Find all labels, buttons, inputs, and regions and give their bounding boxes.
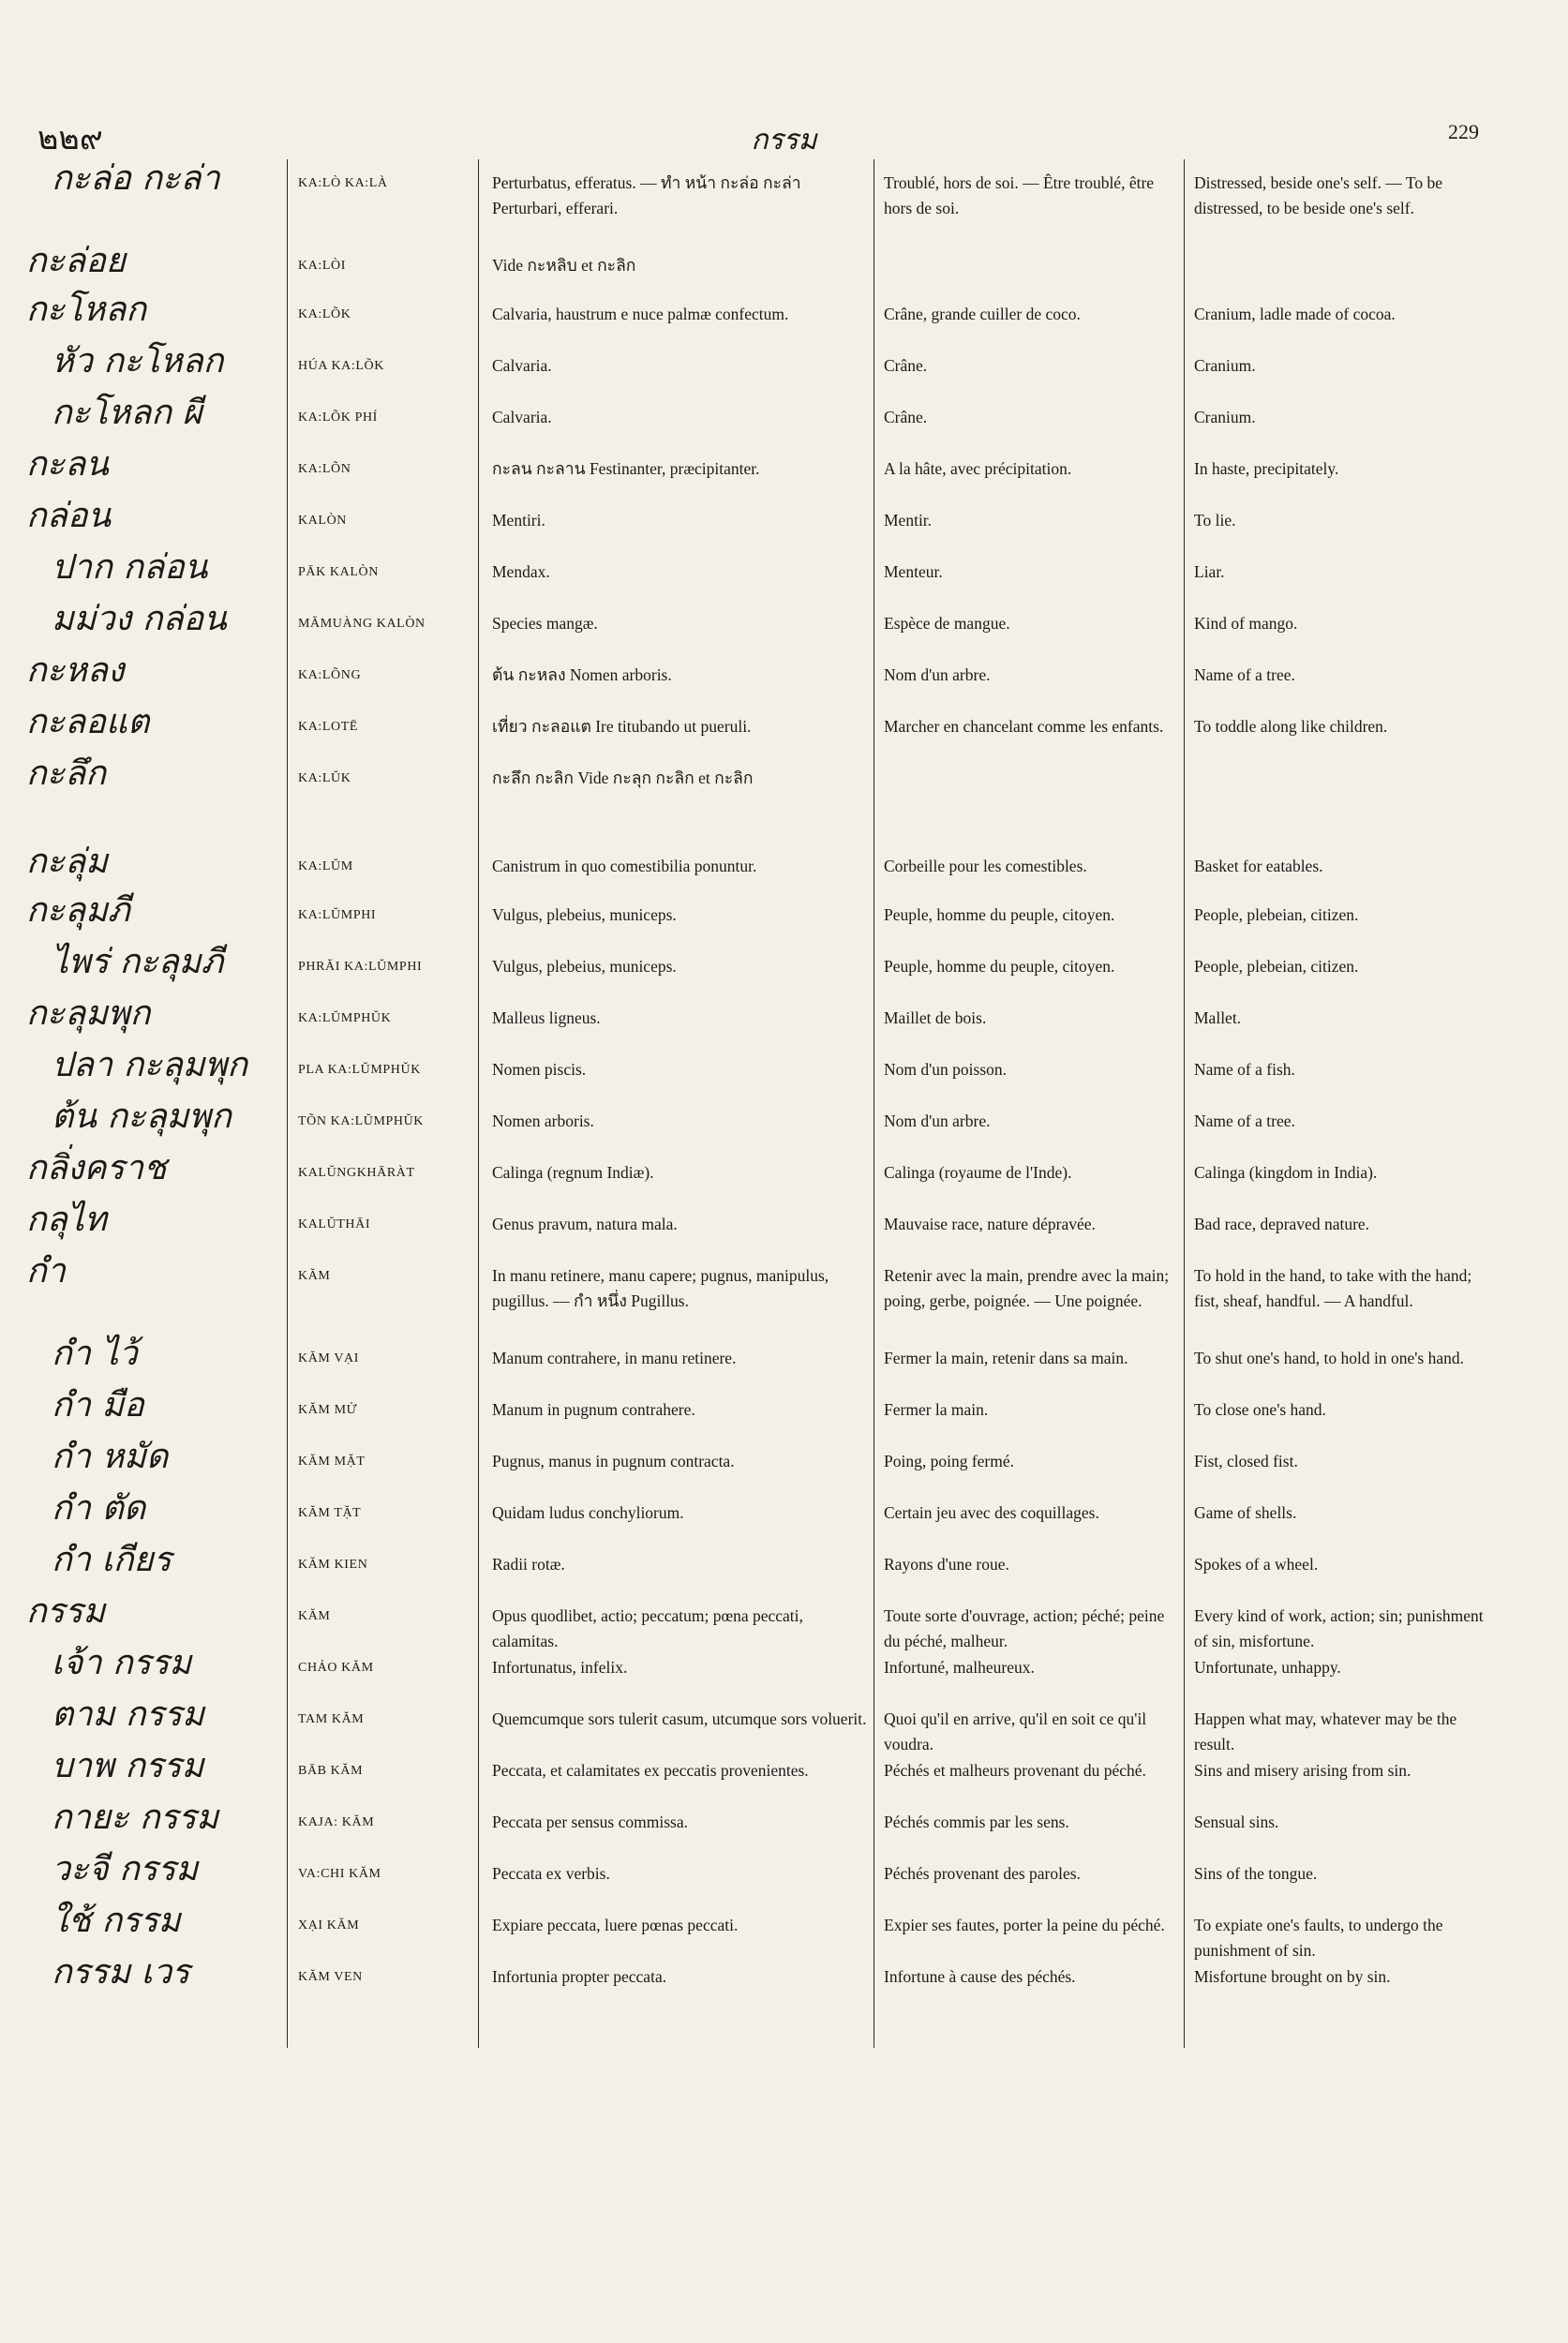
entry-latin: In manu retinere, manu capere; pugnus, manipulus, pugillus. — กำ หนึ่ง Pugillus. [492,1266,829,1311]
entry-latin: Manum contrahere, in manu retinere. [492,1349,737,1367]
entry-row [0,1953,1568,2005]
entry-row [0,1097,1568,1149]
entry-romanization: KALŬTHĀI [298,1217,371,1231]
entry-latin: Opus quodlibet, actio; peccatum; pœna peccati, calamitas. [492,1606,803,1651]
entry-latin: Canistrum in quo comestibilia ponuntur. [492,857,757,875]
entry-row [0,754,1568,843]
entry-headword-thai: กลิ่งคราช [26,1149,167,1187]
entry-french: Péchés provenant des paroles. [884,1864,1081,1883]
entry-latin: Infortunia propter peccata. [492,1967,667,1986]
entry-latin: Radii rotæ. [492,1555,565,1574]
entry-english: Calinga (kingdom in India). [1194,1163,1378,1182]
entry-latin: Peccata per sensus commissa. [492,1813,688,1831]
entry-headword-thai: กำ มือ [52,1386,144,1425]
entry-english: Name of a tree. [1194,665,1295,684]
entry-headword-thai: กะลุมภี [26,891,130,930]
entry-french: Mauvaise race, nature dépravée. [884,1215,1096,1233]
entry-headword-thai: ไพร่ กะลุมภี [52,943,224,981]
entry-row [0,497,1568,548]
entry-latin: Expiare peccata, luere pœnas peccati. [492,1916,739,1934]
entry-french: Maillet de bois. [884,1008,987,1027]
entry-english: Every kind of work, action; sin; punishment of sin, misfortune. [1194,1606,1484,1651]
entry-headword-thai: เจ้า กรรม [52,1644,192,1682]
entry-headword-thai: กะล่อ กะล่า [52,159,220,198]
entry-headword-thai: กำ [26,1252,67,1291]
entry-romanization: PĀK KALÒN [298,565,379,579]
running-headword: กรรม [751,124,817,157]
entry-latin: Genus pravum, natura mala. [492,1215,678,1233]
entry-latin: Quemcumque sors tulerit casum, utcumque sors voluerit. [492,1709,867,1728]
entry-french: Rayons d'une roue. [884,1555,1009,1574]
entry-row [0,1386,1568,1438]
entry-latin: Nomen piscis. [492,1060,587,1079]
entry-romanization: VA:CHI KĂM [298,1867,381,1881]
entry-romanization: KA:LÕN [298,462,351,476]
entry-french: Calinga (royaume de l'Inde). [884,1163,1072,1182]
entry-row [0,1252,1568,1335]
entry-english: Kind of mango. [1194,614,1298,633]
entry-english: Sins and misery arising from sin. [1194,1761,1411,1780]
entry-row [0,1850,1568,1902]
entry-headword-thai: ปลา กะลุมพุก [52,1046,248,1084]
entry-row [0,1541,1568,1592]
entry-french: Fermer la main. [884,1400,989,1419]
entry-row [0,342,1568,394]
entry-row [0,394,1568,445]
entry-english: People, plebeian, citizen. [1194,905,1359,924]
entry-english: Cranium. [1194,408,1256,426]
entry-latin: Calinga (regnum Indiæ). [492,1163,654,1182]
entry-romanization: KĂM KIEN [298,1558,368,1572]
entry-latin: กะลึก กะลิก Vide กะลุก กะลิก et กะลิก [492,769,754,787]
entry-romanization: PHRĂI KA:LŬMPHI [298,960,423,974]
entry-headword-thai: ต้น กะลุมพุก [52,1097,231,1136]
entry-headword-thai: กะลุมพุก [26,994,151,1033]
entry-english: To expiate one's faults, to undergo the punishment of sin. [1194,1916,1443,1961]
entry-headword-thai: กะหลง [26,651,125,690]
entry-english: Liar. [1194,562,1225,581]
entry-latin: Species mangæ. [492,614,598,633]
entry-latin: ต้น กะหลง Nomen arboris. [492,665,672,684]
entry-row [0,445,1568,497]
entry-headword-thai: กำ หมัด [52,1438,169,1476]
entry-romanization: BĀB KĂM [298,1764,364,1778]
entry-headword-thai: ตาม กรรม [52,1695,204,1734]
entry-romanization: KĂM [298,1269,331,1283]
entry-french: Mentir. [884,511,933,530]
entry-french: Retenir avec la main, prendre avec la main; poing, gerbe, poignée. — Une poignée. [884,1266,1170,1311]
entry-english: Cranium. [1194,356,1256,375]
entry-romanization: CHẢO KĂM [298,1661,374,1675]
entry-row [0,1201,1568,1252]
entry-row [0,943,1568,994]
entry-latin: เที่ยว กะลอแต Ire titubando ut pueruli. [492,717,752,736]
entry-french: Poing, poing fermé. [884,1452,1015,1470]
entry-romanization: KA:LŬK [298,771,351,785]
entry-row [0,1798,1568,1850]
entry-row [0,1335,1568,1386]
entry-headword-thai: กะล่อย [26,242,126,280]
page-number-thai: ๒๒๙ [37,120,103,157]
entry-headword-thai: กรรม [26,1592,106,1631]
entry-latin: Malleus ligneus. [492,1008,601,1027]
entry-french: Crâne, grande cuiller de coco. [884,305,1081,323]
entry-headword-thai: กะโหลก [26,291,147,329]
entry-french: Crâne. [884,356,928,375]
entry-french: Fermer la main, retenir dans sa main. [884,1349,1128,1367]
entry-row [0,994,1568,1046]
entry-latin: กะลน กะลาน Festinanter, præcipitanter. [492,459,760,478]
entry-english: Sins of the tongue. [1194,1864,1318,1883]
entry-romanization: KĂM VẠI [298,1351,359,1366]
entry-headword-thai: กลุไท [26,1201,107,1239]
entry-romanization: HÚA KA:LÕK [298,359,384,373]
entry-headword-thai: บาพ กรรม [52,1747,204,1785]
entry-english: Misfortune brought on by sin. [1194,1967,1391,1986]
entry-headword-thai: กายะ กรรม [52,1798,219,1837]
entry-romanization: KA:LÕK [298,307,351,321]
entry-french: Expier ses fautes, porter la peine du péché. [884,1916,1165,1934]
entry-romanization: KA:LŬMPHI [298,908,377,922]
entry-latin: Mendax. [492,562,550,581]
entry-english: Unfortunate, unhappy. [1194,1658,1341,1677]
entry-row [0,1592,1568,1651]
entry-french: Nom d'un poisson. [884,1060,1008,1079]
entry-romanization: KĂM TẶT [298,1506,362,1520]
entry-headword-thai: กล่อน [26,497,112,535]
entry-row [0,1644,1568,1695]
entry-english: Name of a fish. [1194,1060,1295,1079]
entry-row [0,1149,1568,1201]
entry-latin: Vulgus, plebeius, municeps. [492,957,677,976]
entry-romanization: KA:LÒ KA:LÀ [298,176,388,190]
entry-french: Peuple, homme du peuple, citoyen. [884,957,1115,976]
entry-romanization: KA:LÕK PHÍ [298,410,378,425]
entry-english: Fist, closed fist. [1194,1452,1298,1470]
entry-latin: Calvaria, haustrum e nuce palmæ confectum. [492,305,789,323]
entry-headword-thai: กะลึก [26,754,106,793]
entry-row [0,291,1568,342]
entry-romanization: KA:LŬM [298,859,353,873]
entry-headword-thai: กะลุ่ม [26,843,108,881]
entry-romanization: PLA KA:LŬMPHŬK [298,1063,421,1077]
entry-english: To close one's hand. [1194,1400,1326,1419]
entry-french: Quoi qu'il en arrive, qu'il en soit ce qu'il voudra. [884,1709,1147,1754]
entry-english: People, plebeian, citizen. [1194,957,1359,976]
entry-latin: Calvaria. [492,356,552,375]
entry-romanization: MĂMUÀNG KALÒN [298,617,426,631]
entry-french: Nom d'un arbre. [884,1112,991,1130]
entry-romanization: KA:LÒI [298,259,347,273]
entry-romanization: KĂM MỬ [298,1403,358,1417]
entry-english: Game of shells. [1194,1503,1297,1522]
entry-french: Espèce de mangue. [884,614,1010,633]
entry-romanization: KĂM VEN [298,1970,363,1984]
entry-headword-thai: วะจี กรรม [52,1850,199,1888]
entry-row [0,703,1568,754]
entry-row [0,843,1568,891]
entry-list [0,159,1568,2005]
entry-french: Infortune à cause des péchés. [884,1967,1076,1986]
entry-english: In haste, precipitately. [1194,459,1339,478]
entry-row [0,1046,1568,1097]
entry-headword-thai: กำ ตัด [52,1489,146,1528]
entry-french: Troublé, hors de soi. — Être troublé, être hors de soi. [884,173,1155,218]
entry-romanization: KA:LOTĒ [298,720,359,734]
entry-latin: Vulgus, plebeius, municeps. [492,905,677,924]
entry-french: Peuple, homme du peuple, citoyen. [884,905,1115,924]
entry-headword-thai: ปาก กล่อน [52,548,208,587]
entry-latin: Peccata ex verbis. [492,1864,610,1883]
entry-romanization: KALŬNGKHĀRÀT [298,1166,415,1180]
entry-english: Distressed, beside one's self. — To be distressed, to be beside one's self. [1194,173,1443,218]
entry-english: To toddle along like children. [1194,717,1388,736]
entry-romanization: TAM KĂM [298,1712,365,1726]
entry-french: Toute sorte d'ouvrage, action; péché; peine du péché, malheur. [884,1606,1165,1651]
entry-headword-thai: กะลอแต [26,703,150,741]
entry-headword-thai: กรรม เวร [52,1953,190,1992]
entry-french: Nom d'un arbre. [884,665,991,684]
entry-latin: Quidam ludus conchyliorum. [492,1503,684,1522]
entry-row [0,1438,1568,1489]
entry-romanization: KAJA: KĂM [298,1815,375,1829]
entry-headword-thai: ใช้ กรรม [52,1902,181,1940]
entry-row [0,548,1568,600]
entry-english: Basket for eatables. [1194,857,1323,875]
entry-french: Marcher en chancelant comme les enfants. [884,717,1164,736]
entry-row [0,600,1568,651]
entry-headword-thai: กำ ไว้ [52,1335,138,1373]
entry-row [0,159,1568,242]
entry-french: Menteur. [884,562,943,581]
entry-romanization: KĂM MẶT [298,1455,366,1469]
entry-french: Péchés commis par les sens. [884,1813,1069,1831]
entry-row [0,242,1568,291]
entry-french: A la hâte, avec précipitation. [884,459,1072,478]
entry-english: To hold in the hand, to take with the hand; fist, sheaf, handful. — A handful. [1194,1266,1472,1311]
entry-romanization: TÕN KA:LŬMPHŬK [298,1114,425,1128]
entry-latin: Manum in pugnum contrahere. [492,1400,695,1419]
entry-latin: Mentiri. [492,511,545,530]
entry-romanization: XẠI KĂM [298,1918,360,1933]
entry-french: Crâne. [884,408,928,426]
entry-romanization: KA:LÕNG [298,668,362,682]
entry-latin: Calvaria. [492,408,552,426]
entry-english: Cranium, ladle made of cocoa. [1194,305,1396,323]
entry-latin: Peccata, et calamitates ex peccatis provenientes. [492,1761,809,1780]
entry-romanization: KĂM [298,1609,331,1623]
entry-romanization: KA:LŬMPHŬK [298,1011,392,1025]
entry-headword-thai: หัว กะโหลก [52,342,224,381]
page-header [0,112,1568,159]
entry-english: Sensual sins. [1194,1813,1279,1831]
entry-english: To lie. [1194,511,1236,530]
entry-latin: Vide กะหลิบ et กะลิก [492,256,636,275]
entry-french: Corbeille pour les comestibles. [884,857,1087,875]
entry-headword-thai: มม่วง กล่อน [52,600,227,638]
entry-latin: Infortunatus, infelix. [492,1658,628,1677]
entry-headword-thai: กำ เกียร [52,1541,172,1579]
entry-english: Bad race, depraved nature. [1194,1215,1370,1233]
entry-english: To shut one's hand, to hold in one's hand. [1194,1349,1464,1367]
entry-latin: Nomen arboris. [492,1112,594,1130]
entry-english: Spokes of a wheel. [1194,1555,1319,1574]
entry-row [0,651,1568,703]
entry-french: Infortuné, malheureux. [884,1658,1035,1677]
page-number: 229 [1448,120,1479,143]
entry-headword-thai: กะลน [26,445,109,484]
entry-headword-thai: กะโหลก ผี [52,394,202,432]
entry-romanization: KALÒN [298,514,347,528]
entry-english: Mallet. [1194,1008,1242,1027]
entry-row [0,1489,1568,1541]
entry-latin: Perturbatus, efferatus. — ทำ หน้า กะล่อ กะล่า Perturbari, efferari. [492,173,801,218]
entry-french: Péchés et malheurs provenant du péché. [884,1761,1146,1780]
entry-latin: Pugnus, manus in pugnum contracta. [492,1452,735,1470]
entry-english: Happen what may, whatever may be the result. [1194,1709,1457,1754]
entry-row [0,1902,1568,1961]
entry-row [0,891,1568,943]
entry-french: Certain jeu avec des coquillages. [884,1503,1099,1522]
entry-row [0,1747,1568,1798]
entry-row [0,1695,1568,1754]
entry-english: Name of a tree. [1194,1112,1295,1130]
